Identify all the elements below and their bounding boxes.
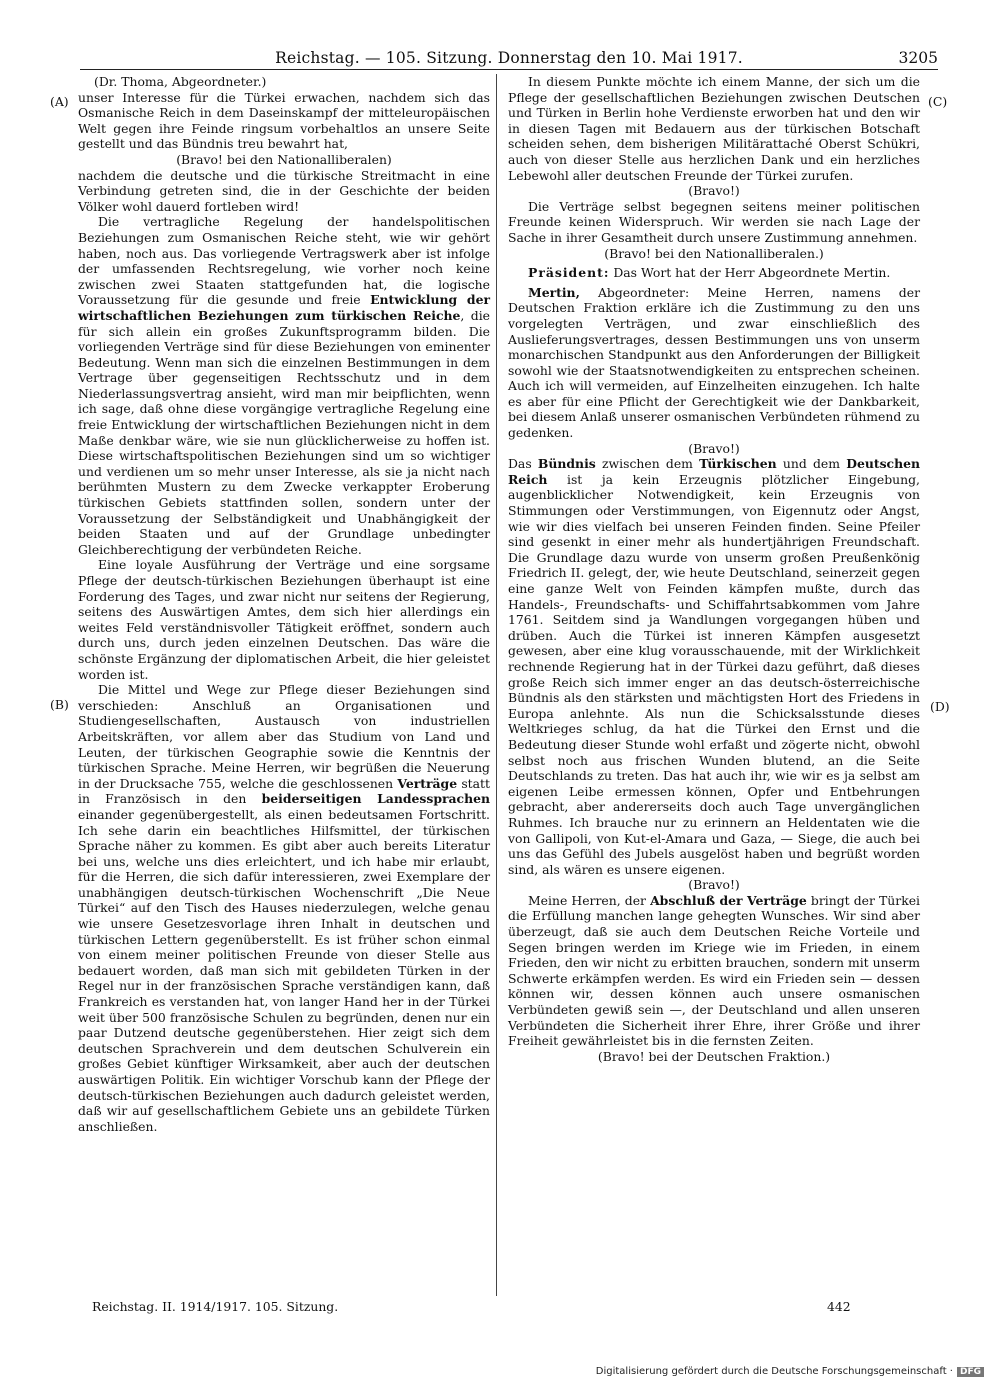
margin-letter-c: (C) <box>928 94 948 109</box>
header-rule <box>80 69 938 70</box>
emphasis: Deutschen Reich <box>508 456 920 487</box>
running-header <box>80 49 938 69</box>
emphasis: Entwicklung der wirtschaftlichen Beziehungen zum türkischen Reiche <box>78 292 490 323</box>
interjection: (Bravo!) <box>688 877 740 893</box>
interjection: (Bravo!) <box>688 183 740 199</box>
dfg-logo: DFG <box>957 1367 984 1377</box>
interjection: (Bravo! bei den Nationalliberalen.) <box>604 245 824 261</box>
footer-session: Reichstag. II. 1914/1917. 105. Sitzung. <box>92 1299 339 1314</box>
paragraph: Die vertragliche Regelung der handelspolitischen Beziehungen zum Osmanischen Reiche steht, wie wir gehört haben, noch aus. Das vorliegende Vertragswerk aber ist infolge der umfassenden Rechtsregelung, wie vorher noch keine zwischen zwei Staaten stattgefunden hat, die logische Voraussetzung für die gesunde und freie Entwicklung der wirtschaftlichen Beziehungen zum türkischen Reiche, die für sich allein ein großes Zukunftsprogramm bilden. Die vorliegenden Verträge sind für diese Beziehungen von eminenter Bedeutung. Wenn man sich die einzelnen Bestimmungen in dem Vertrage über gegenseitigen Rechtsschutz und in dem Niederlassungsvertrag ansieht, wird man mir beipflichten, wenn ich sage, daß ohne diese vorgängige vertragliche Regelung eine freie Entwicklung der wirtschaftlichen Beziehungen nicht in dem Maße denkbar wäre, wie sie nun glücklicherweise zu hoffen ist. Diese wirtschaftspolitischen Beziehungen sind um so wichtiger und verdienen um so mehr unser Interesse, als sie ja nicht nach berühmten Mustern zu dem Zwecke verkappter Eroberung türkischen Gebiets stattfinden sollen, sondern unter der Voraussetzung der Selbständigkeit und Unabhängigkeit der beiden Staaten und auf der Grundlage unbedingter Gleichberechtigung der verbündeten Reiche. <box>78 214 490 557</box>
digitization-credit <box>596 1366 984 1377</box>
right-column <box>508 74 920 1064</box>
header-title: Reichstag. — 105. Sitzung. Donnerstag den 10. Mai 1917. <box>275 49 743 67</box>
emphasis: Abschluß der Verträge <box>650 892 807 908</box>
interjection: (Bravo! bei der Deutschen Fraktion.) <box>597 1048 831 1064</box>
speaker-label: Mertin, <box>528 284 580 300</box>
emphasis: Verträge <box>397 775 458 791</box>
footer-sheet-number: 442 <box>827 1299 851 1314</box>
president-statement: Präsident: Das Wort hat der Herr Abgeordnete Mertin. <box>528 265 891 281</box>
paragraph: unser Interesse für die Türkei erwachen, nachdem sich das Osmanische Reich in dem Daseinskampf der mitteleuropäischen Welt gegen ihre Feinde ringsum vorbehaltlos an unsere Seite gestellt und das Bündnis treu bewahrt hat, <box>78 89 490 152</box>
paragraph: Die Mittel und Wege zur Pflege dieser Beziehungen sind verschieden: Anschluß an Organisationen und Studiengesellschaften, Austausch von industriellen Arbeitskräften, vor allem aber das Studium von Land und Leuten, der türkischen Geographie sowie die Kenntnis der türkischen Sprache. Meine Herren, wir begrüßen die Neuerung in der Drucksache 755, welche die geschlossenen Verträge statt in Französisch in den beiderseitigen Landessprachen einander gegenübergestellt, als einen bedeutsamen Fortschritt. Ich sehe darin ein beachtliches Hilfsmittel, der türkischen Sprache näher zu kommen. Es gibt aber auch bereits Literatur bei uns, welche uns dies erleichtert, und ich habe mir erlaubt, für die Herren, die sich dafür interessieren, zwei Exemplare der unabhängigen deutsch-türkischen Wochenschrift „Die Neue Türkei“ auf den Tisch des Hauses niederzulegen, welche genau wie unsere Gesetzesvorlage ihren Inhalt in deutschen und türkischen Lettern gegenüberstellt. Es ist früher schon einmal von einem meiner politischen Freunde von dieser Stelle aus bedauert worden, daß man sich mit gebildeten Türken in der Regel nur in der französischen Sprache verständigen kann, daß Frankreich es verstanden hat, von langer Hand her in der Türkei weit über 500 französische Schulen zu begründen, denen nur ein paar Dutzend deutsche gegenüberstehen. Hier zeigt sich dem deutschen Sprachverein und dem deutschen Schulverein ein großes Gebiet künftiger Wirksamkeit, aber auch der deutschen auswärtigen Politik. Ein wichtiger Vorschub kann der Pflege der deutsch-türkischen Beziehungen auch dadurch geleistet werden, daß wir auf gesellschaftlichem Gebiete uns an gebildete Türken anschließen. <box>78 682 490 1134</box>
paragraph: Das Bündnis zwischen dem Türkischen und dem Deutschen Reich ist ja kein Erzeugnis plötzlicher Eingebung, augenblicklicher Notwendigkeit, kein Erzeugnis von Stimmungen oder Verstimmungen, von Eigennutz oder Angst, wie wir dies vielfach bei unseren Feinden finden. Seine Pfeiler sind gesenkt in einer mehr als hundertjährigen Freundschaft. Die Grundlage dazu wurde von unserm großen Preußenkönig Friedrich II. gelegt, der, wie heute Deutschland, seinerzeit gegen eine ganze Welt von Feinden kämpfen mußte, durch das Handels-, Freundschafts- und Schiffahrtsabkommen vom Jahre 1761. Seitdem sind ja Wandlungen vorgegangen hüben und drüben. Auch die Türkei ist inneren Kämpfen ausgesetzt gewesen, aber eine klug vorausschauende, mit der Wirklichkeit rechnende Regierung hat in der Türkei dazu geführt, daß dieses große Reich sich immer enger an das deutsch-österreichische Bündnis als den stärksten und mächtigsten Hort des Friedens in Europa anlehnte. Als nun die Schicksalsstunde dieses Weltkrieges schlug, da hat die Türkei den Ernst und die Bedeutung dieser Stunde wohl erfaßt und zögerte nicht, obwohl selbst noch aus frischen Wunden blutend, an die Seite Deutschlands zu treten. Das hat auch ihr, wie wir es ja selbst am eigenen Leibe ermessen können, Opfer und Entbehrungen gebracht, aber andererseits doch auch Tage unvergänglichen Ruhmes. Ich brauche nur zu erinnern an Heldentaten wie die von Gallipoli, von Kut-el-Amara und Gaza, — Siege, die auch bei uns das Gefühl des Jubels ausgelöst haben und begrüßt worden sind, als wären es unsere eigenen. <box>508 456 920 877</box>
paragraph: nachdem die deutsche und die türkische Streitmacht in eine Verbindung getreten sind, die in der Geschichte der beiden Völker wohl dauerd fortleben wird! <box>78 167 490 214</box>
paragraph: Eine loyale Ausführung der Verträge und eine sorgsame Pflege der deutsch-türkischen Beziehungen überhaupt ist eine Forderung des Tages, und zwar nicht nur seitens der Regierung, seitens des Auswärtigen Amtes, dem sich hier allerdings ein weites Feld verständnisvoller Tätigkeit eröffnet, sondern auch durch uns, durch jeden einzelnen Deutschen. Das wäre die schönste Ergänzung der diplomatischen Arbeit, die hier geleistet worden ist. <box>78 557 490 682</box>
margin-letter-b: (B) <box>50 697 69 712</box>
mertin-speech: Mertin, Abgeordneter: Meine Herren, namens der Deutschen Fraktion erkläre ich die Zustimmung zu den uns vorgelegten Verträgen, und zwar einschließlich des Auslieferungsvertrages, dessen Bestimmungen uns von unserm monarchischen Standpunkt aus den Anforderungen der Billigkeit sowohl wie der Staatsnotwendigkeiten zu entsprechen scheinen. Auch ich will vermeiden, auf Einzelheiten einzugehen. Ich halte es aber für eine Pflicht der Gerechtigkeit wie der Dankbarkeit, bei diesem Anlaß unserer osmanischen Verbündeten rühmend zu gedenken. <box>508 284 920 441</box>
emphasis: Bündnis <box>537 456 596 472</box>
margin-letter-a: (A) <box>50 94 69 109</box>
emphasis: Türkischen <box>699 456 777 472</box>
emphasis: beiderseitigen Landessprachen <box>261 791 490 807</box>
paragraph: Die Verträge selbst begegnen seitens meiner politischen Freunde keinen Widerspruch. Wir werden sie nach Lage der Sache in ihrer Gesamtheit durch unsere Zustimmung annehmen. <box>508 198 920 245</box>
margin-letter-d: (D) <box>930 699 950 714</box>
page-number: 3205 <box>898 49 938 67</box>
interjection: (Bravo!) <box>688 440 740 456</box>
speaker-note: (Dr. Thoma, Abgeordneter.) <box>94 74 267 89</box>
paragraph: Meine Herren, der Abschluß der Verträge bringt der Türkei die Erfüllung manchen lange gehegten Wunsches. Wir sind aber überzeugt, daß sie auch dem Deutschen Reiche Vorteile und Segen bringen werden im Kriege wie im Frieden, in einem Frieden, den wir nicht zu erbitten brauchen, sondern mit unserm Schwerte erkämpfen werden. Es wird ein Frieden sein — dessen können wir, dessen können auch unsere osmanischen Verbündeten gewiß sein —, der Deutschland und allen unseren Verbündeten die Sicherheit ihrer Ehre, ihrer Größe und ihrer Freiheit gewährleistet bis in die fernsten Zeiten. <box>508 892 920 1049</box>
interjection: (Bravo! bei den Nationalliberalen) <box>176 151 392 167</box>
speaker-label: Präsident: <box>528 265 610 281</box>
paragraph: In diesem Punkte möchte ich einem Manne, der sich um die Pflege der gesellschaftlichen Beziehungen zwischen Deutschen und Türken in Berlin hohe Verdienste erworben hat und den wir in diesen Tagen mit Bedauern aus der türkischen Botschaft scheiden sehen, dem bisherigen Militärattaché Oberst Schükri, auch von dieser Stelle aus herzlichen Dank und ein herzliches Lebewohl aller deutschen Freunde der Türkei zurufen. <box>508 74 920 183</box>
column-divider <box>496 74 497 1296</box>
credit-text: Digitalisierung gefördert durch die Deutsche Forschungsgemeinschaft · <box>595 1366 953 1377</box>
left-column <box>78 74 490 1134</box>
